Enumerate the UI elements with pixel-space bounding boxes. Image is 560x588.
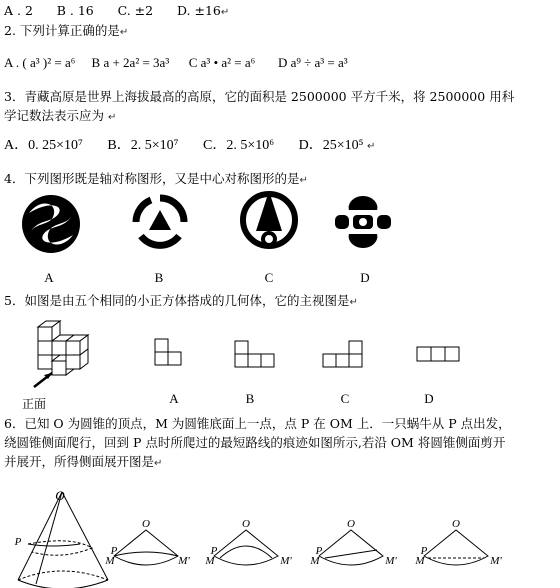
q6-a-p: P	[110, 545, 118, 557]
q5-option-b-figure	[234, 340, 278, 370]
q3-option-a: A．0. 25×10⁷	[4, 138, 83, 153]
q5-label-b: B	[245, 391, 255, 406]
return-mark: ↵	[349, 297, 358, 308]
q4-label-a: A	[44, 270, 54, 285]
return-mark: ↵	[108, 112, 117, 123]
q4-figure-d	[333, 194, 393, 250]
q1-option-c: C. ±2	[117, 3, 154, 18]
q6-line3	[4, 454, 162, 472]
q6-cone-point-p: P	[14, 536, 22, 548]
q2-options-line	[4, 55, 348, 71]
return-mark: ↵	[119, 27, 129, 38]
q2-option-d: D a⁹ ÷ a³ = a³	[277, 55, 348, 70]
q6-line1: 6．已知 O 为圆锥的顶点，M 为圆锥底面上一点，点 P 在 OM 上．一只蜗牛从 P 点出发，	[4, 416, 511, 431]
q4-figure-c	[238, 189, 300, 253]
q6-b-o: O	[242, 518, 250, 530]
q5-label-d: D	[424, 391, 434, 406]
q6-d-p: P	[420, 545, 428, 557]
q6-d-m2: M'	[490, 555, 502, 567]
q2-stem-text: 2. 下列计算正确的是	[4, 23, 120, 38]
q5-option-d-figure	[416, 346, 462, 364]
q6-b-m: M	[205, 555, 215, 567]
q6-b-p: P	[210, 545, 218, 557]
q3-line2	[4, 108, 116, 126]
q1-options-line	[4, 3, 229, 21]
q6-b-m2: M'	[280, 555, 292, 567]
q3-option-c: C．2. 5×10⁶	[203, 138, 275, 153]
q5-label-c: C	[340, 391, 350, 406]
q4-label-d: D	[360, 270, 370, 285]
q6-a-m: M	[105, 555, 115, 567]
q2-option-b: B a + 2a² = 3a³	[91, 55, 170, 70]
q6-cone-point-o: O	[55, 488, 65, 503]
q5-stem-text: 5．如图是由五个相同的小正方体搭成的几何体，它的主视图是	[4, 293, 350, 308]
q5-geometry-figure	[22, 323, 122, 393]
q4-figure-a	[19, 193, 83, 255]
return-mark: ↵	[367, 141, 376, 152]
q6-c-p: P	[315, 545, 323, 557]
q2-option-a: A . ( a³ )² = a⁶	[4, 55, 76, 70]
q2-stem	[4, 23, 128, 41]
q3-option-b: B．2. 5×10⁷	[107, 138, 179, 153]
q4-figure-b	[131, 194, 189, 250]
q3-option-d: D．25×10⁵	[298, 138, 364, 153]
q6-c-m: M	[310, 555, 320, 567]
q6-line2: 绕圆锥侧面爬行，回到 P 点时所爬过的最短路线的痕迹如图所示,若沿 OM 将圆锥侧面剪开	[4, 435, 506, 450]
q6-d-m: M	[415, 555, 425, 567]
q6-d-o: O	[452, 518, 460, 530]
return-mark: ↵	[220, 7, 230, 18]
q4-stem-text: 4．下列图形既是轴对称图形，又是中心对称图形的是	[4, 171, 300, 186]
q5-option-c-figure	[322, 340, 366, 370]
q5-label-a: A	[169, 391, 179, 406]
q6-a-m2: M'	[178, 555, 190, 567]
q1-option-b: B . 16	[56, 3, 94, 18]
q5-front-label: 正面	[22, 397, 47, 411]
q4-label-b: B	[154, 270, 164, 285]
q3-line1: 3．青藏高原是世界上海拔最高的高原，它的面积是 2500000 平方千米，将 2500000 用科	[4, 89, 515, 104]
q3-line2-text: 学记数法表示应为	[4, 108, 105, 123]
return-mark: ↵	[299, 175, 308, 186]
q3-options-line	[4, 138, 375, 155]
q6-c-m2: M'	[385, 555, 397, 567]
q5-stem	[4, 293, 358, 311]
q5-option-a-figure	[154, 338, 184, 368]
q6-line3-text: 并展开，所得侧面展开图是	[4, 454, 155, 469]
q4-label-c: C	[264, 270, 274, 285]
q6-a-o: O	[142, 518, 150, 530]
q1-option-d: D. ±16	[176, 3, 221, 18]
q6-c-o: O	[347, 518, 355, 530]
return-mark: ↵	[154, 458, 163, 469]
q2-option-c: C a³ • a² = a⁶	[188, 55, 256, 70]
q1-option-a: A . 2	[4, 3, 33, 18]
q4-stem	[4, 171, 308, 189]
